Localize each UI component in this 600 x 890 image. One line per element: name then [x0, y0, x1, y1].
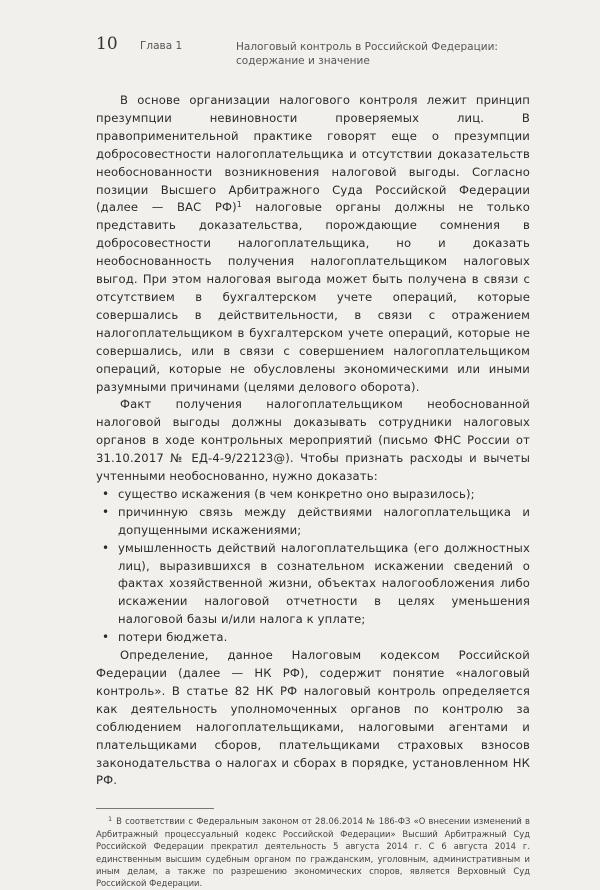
paragraph-3: Определение, данное Налоговым кодексом Российской Федерации (далее — НК РФ), содержит понятие «налоговый контроль». В статье 82 НК РФ налоговый контроль определяется как деятельность уполномоченных органов по контролю за соблюдением налогоплательщиками, налоговыми агентами и плательщиками сборов, плательщиками страховых взносов законодательства о налогах и сборах в порядке, установленном НК РФ. [96, 648, 530, 788]
bullet-item [96, 629, 530, 647]
bullet-list [96, 486, 530, 647]
footnote-mark: 1 [108, 815, 113, 824]
paragraph-2: Факт получения налогоплательщиком необоснованной налоговой выгоды должны доказывать сотрудники налоговых органов в ходе контрольных мероприятий (письмо ФНС России от 31.10.2017 № ЕД-4-9/22123@). Чтобы признать расходы и вычеты учтенными необоснованно, нужно доказать: [96, 397, 530, 484]
paragraph-1-start: В основе организации налогового контроля лежит принцип презумпции невиновности проверяемых лиц. В правоприменительной практике говорят еще о презумпции добросовестности налогоплательщика и отсутствии доказательств необоснованности возникновения налоговой выгоды. Согласно позиции Высшего Арбитражного Суда Российской Федерации (далее — ВАС РФ) [96, 93, 530, 215]
bullet-item [96, 540, 530, 630]
bullet-icon: • [102, 630, 110, 645]
main-text [96, 92, 530, 790]
bullet-icon: • [102, 540, 110, 555]
footnote-reference: 1 [236, 200, 242, 210]
bullet-text: существо искажения (в чем конкретно оно выразилось); [118, 486, 475, 501]
running-header [96, 30, 530, 68]
paragraph-1 [96, 92, 530, 396]
chapter-label: Глава 1 [140, 40, 183, 52]
bullet-icon: • [102, 486, 110, 501]
footnote-text: В соответствии с Федеральным законом от 28.06.2014 № 186-ФЗ «О внесении изменений в Арбитражный процессуальный кодекс Российской Федерации» Высший Арбитражный Суд Российской Федерации прекратил деятельность 5 августа 2014 г. С 6 августа 2014 г. единственным высшим судебным органом по гражданским, уголовным, административным и иным делам, а также по разрешению экономических споров, является Верховный Суд Российской Федерации. [96, 816, 530, 889]
bullet-text: потери бюджета. [118, 630, 228, 645]
page-number: 10 [96, 34, 118, 54]
bullet-text: умышленность действий налогоплательщика (его должностных лиц), выразившихся в сознательном искажении сведений о фактах хозяйственной жизни, объектах налогообложения либо искажении налоговой отчетности в целях уменьшения налоговой базы и/или налога к уплате; [118, 540, 530, 627]
bullet-text: причинную связь между действиями налогоплательщика и допущенными искажениями; [118, 504, 530, 537]
bullet-item [96, 504, 530, 540]
paragraph-1-end: налоговые органы должны не только представить доказательства, порождающие сомнения в добросовестности налогоплательщика, но и доказать необоснованность получения налогоплательщиком налоговых выгод. При этом налоговая выгода может быть получена в связи с отсутствием в бухгалтерском учете операций, которые совершались в действительности, в связи с отражением налогоплательщиком в бухгалтерском учете операций, которые не совершались, или в связи с совершением налогоплательщиком операций, которые не обусловлены экономическими или иными разумными причинами (целями делового оборота). [96, 200, 530, 394]
footnote-divider [96, 808, 214, 809]
running-title: Налоговый контроль в Российской Федерации: содержание и значение [236, 41, 498, 67]
footnote [96, 815, 530, 889]
bullet-icon: • [102, 504, 110, 519]
bullet-item [96, 486, 530, 504]
